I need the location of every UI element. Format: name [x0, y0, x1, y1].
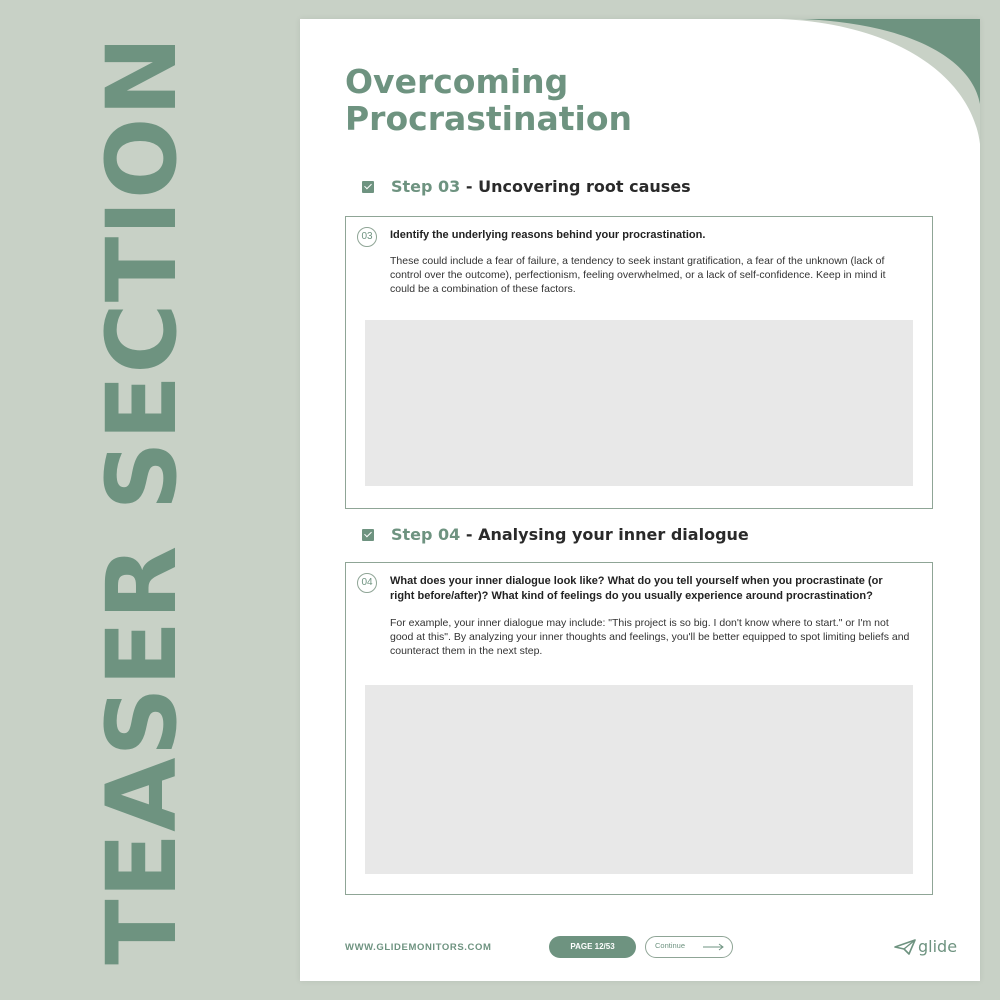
worksheet-page — [300, 19, 980, 981]
step-03-title: Uncovering root causes — [478, 177, 691, 196]
step-04-box — [345, 562, 933, 895]
step-03-description: These could include a fear of failure, a tendency to seek instant gratification, a fear of the unknown (lack of control over the outcome), perfectionism, feeling overwhelmed, or a lack of self-confidence. Keep in mind it could be a combination of these factors. — [390, 255, 886, 295]
logo-text: glide — [918, 937, 958, 956]
page-title: Overcoming Procrastination — [345, 62, 632, 138]
step-04-title: Analysing your inner dialogue — [478, 525, 749, 544]
checkbox-checked-icon[interactable] — [362, 181, 374, 193]
step-04-answer-area[interactable] — [365, 685, 913, 874]
continue-button[interactable] — [645, 936, 733, 958]
step-04-separator: - — [460, 525, 479, 544]
continue-label: Continue — [655, 941, 686, 950]
step-04-question: What does your inner dialogue look like? What do you tell yourself when you procrastinate (or right before/after)? What kind of feelings do you usually experience around procrastination? — [390, 575, 883, 602]
step-03-header — [362, 177, 691, 196]
step-03-separator: - — [460, 177, 479, 196]
teaser-section-title: TEASER SECTION — [86, 35, 198, 965]
step-03-answer-area[interactable] — [365, 320, 913, 486]
step-04-label: Step 04 — [391, 525, 461, 544]
page-indicator: PAGE 12/53 — [549, 936, 636, 958]
step-03-box — [345, 216, 933, 509]
checkbox-checked-icon[interactable] — [362, 529, 374, 541]
website-link[interactable]: WWW.GLIDEMONITORS.COM — [345, 942, 492, 953]
arrow-right-icon — [703, 943, 725, 951]
step-03-label: Step 03 — [391, 177, 461, 196]
step-04-badge: 04 — [357, 573, 377, 593]
step-04-description: For example, your inner dialogue may include: "This project is so big. I don't know where to start." or I'm not good at this". By analyzing your inner thoughts and feelings, you'll be better equipped to spot limiting beliefs and counteract them in the next step. — [390, 617, 910, 657]
glide-logo — [894, 937, 957, 956]
step-03-question: Identify the underlying reasons behind your procrastination. — [390, 229, 706, 241]
step-04-header — [362, 525, 749, 544]
paper-plane-icon — [894, 939, 916, 955]
step-03-badge: 03 — [357, 227, 377, 247]
